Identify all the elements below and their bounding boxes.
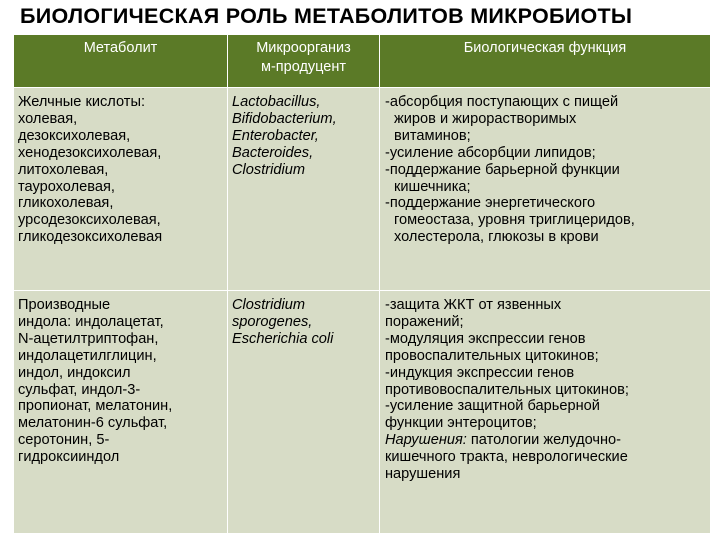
function-item: гомеостаза, уровня триглицеридов, [394,212,635,229]
metabolite-item: литохолевая, [18,161,109,178]
header-text: Метаболит [83,40,158,56]
cell-producer [228,291,380,534]
metabolite-group-title: Желчные кислоты [18,94,141,110]
producer-item: sporogenes, [232,313,313,330]
producer-item: Clostridium [232,297,305,313]
function-item: -усиление защитной барьерной [385,398,600,415]
function-item: -поддержание барьерной функции [385,161,620,178]
metabolite-item: N-ацетилтриптофан, [18,330,159,347]
function-item: -поддержание энергетического [385,195,596,212]
metabolite-item: таурохолевая, [18,178,115,195]
table-row-indole-derivatives [14,291,711,534]
header-text: Биологическая функция [463,40,627,56]
metabolite-item: индол, индоксил [18,364,131,381]
function-item: противовоспалительных цитокинов; [385,381,629,398]
metabolite-item: холевая, [18,110,78,127]
function-item: -усиление абсорбции липидов; [385,144,596,161]
function-item: -защита ЖКТ от язвенных [385,297,562,313]
metabolite-list [18,111,224,246]
metabolite-item: мелатонин-6 сульфат, [18,415,168,432]
cell-function: -защита ЖКТ от язвенных поражений; -модуляция экспрессии генов провоспалительных цитокинов; -индукция экспрессии генов противовоспалительных цитокинов; -усиление защитной барьерной функции энтероцитов; Нарушения: патологии желудочно- кишечного тракта, неврологические нарушения [380,291,711,534]
metabolite-item: гликохолевая, [18,195,114,212]
table-header-row [14,35,711,88]
producer-item: Bifidobacterium, [232,110,337,127]
header-metabolite [14,35,228,88]
function-item: кишечника; [394,178,471,195]
function-item: провоспалительных цитокинов; [385,347,599,364]
metabolite-group-title: Производные [18,297,111,313]
disorders-label: Нарушения: [385,432,467,449]
producer-item: Bacteroides, [232,144,314,161]
metabolite-item: индолацетилглицин, [18,347,157,364]
metabolite-item: пропионат, мелатонин, [18,398,173,415]
header-function [380,35,711,88]
metabolite-item: гликодезоксихолевая [18,229,163,246]
cell-function [380,88,711,291]
producer-item: Enterobacter, [232,127,319,144]
metabolite-item: хенодезоксихолевая, [18,144,162,161]
cell-metabolite: Желчные кислоты: холевая, дезоксихолевая, хенодезоксихолевая, литохолевая, таурохолевая, гликохолевая, урсодезоксихолевая, гликодезоксихолевая [14,88,228,291]
metabolite-list [18,331,224,466]
function-item: поражений; [385,313,464,330]
function-item: -абсорбция поступающих с пищей [385,94,619,110]
header-text: м-продуцент [260,59,347,75]
header-producer [228,35,380,88]
table-row-bile-acids [14,88,711,291]
function-item: нарушения [385,466,461,483]
function-item: кишечного тракта, неврологические [385,449,628,466]
metabolite-item: дезоксихолевая, [18,127,131,144]
slide-title: БИОЛОГИЧЕСКАЯ РОЛЬ МЕТАБОЛИТОВ МИКРОБИОТЫ [20,4,633,28]
metabolites-table [13,34,711,534]
producer-item: Lactobacillus, [232,94,321,110]
function-item: -модуляция экспрессии генов [385,330,586,347]
function-item: функции энтероцитов; [385,415,537,432]
metabolite-item: серотонин, 5- [18,432,110,449]
function-item: жиров и жирорастворимых [394,110,577,127]
cell-metabolite: Производные индола: индолацетат, N-ацетилтриптофан, индолацетилглицин, индол, индоксил сульфат, индол-3- пропионат, мелатонин, мелатонин-6 сульфат, серотонин, 5- гидроксииндол [14,291,228,534]
function-item: -индукция экспрессии генов [385,364,575,381]
cell-producer [228,88,380,291]
metabolite-item: сульфат, индол-3- [18,381,141,398]
function-item: витаминов; [394,127,471,144]
producer-item: Escherichia coli [232,330,334,347]
producer-item: Clostridium [232,161,305,178]
function-item: холестерола, глюкозы в крови [394,229,599,246]
metabolite-item: урсодезоксихолевая, [18,212,161,229]
header-text: Микроорганиз [256,40,351,56]
metabolite-item: гидроксииндол [18,449,120,466]
